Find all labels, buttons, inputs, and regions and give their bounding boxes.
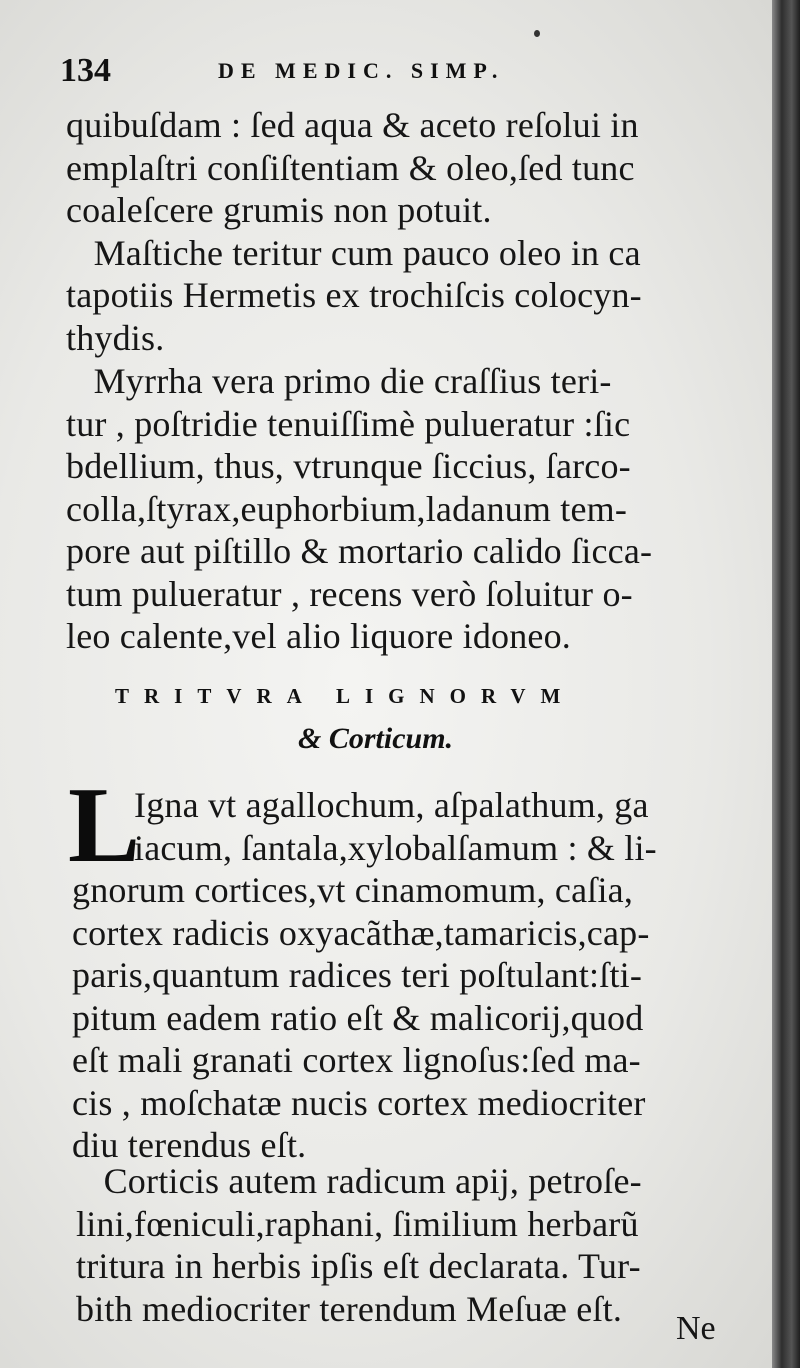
ink-speck <box>534 30 540 37</box>
paragraph-4 <box>76 1160 642 1330</box>
text-line: Igna vt agallochum, aſpalathum, ga <box>134 785 649 825</box>
paragraph-2 <box>66 360 652 658</box>
text-line: Myrrha vera primo die craſſius teri- <box>66 361 612 401</box>
text-line: pitum eadem ratio eſt & malicorij,quod <box>72 997 644 1038</box>
catchword: Ne <box>676 1310 716 1347</box>
section-heading: TRITVRA LIGNORVM <box>115 684 576 708</box>
text-line: lini,fœniculi,raphani, ſimilium herbarũ <box>76 1203 639 1244</box>
paragraph-1 <box>66 104 642 359</box>
text-line: pore aut piſtillo & mortario calido ſicca- <box>66 531 653 571</box>
text-line: tritura in herbis ipſis eſt declarata. Tur- <box>76 1246 641 1286</box>
text-line: cortex radicis oxyacãthæ,tamaricis,cap- <box>72 912 650 953</box>
text-line: leo calente,vel alio liquore idoneo. <box>66 616 572 656</box>
text-line: iacum, ſantala,xylobalſamum : & li- <box>134 827 657 868</box>
running-title: DE MEDIC. SIMP. <box>218 58 505 83</box>
text-line: quibuſdam : ſed aqua & aceto reſolui in <box>66 105 639 145</box>
text-line: colla,ſtyrax,euphorbium,ladanum tem- <box>66 488 628 529</box>
text-line: thydis. <box>66 317 165 358</box>
text-line: gnorum cortices,vt cinamomum, caſia, <box>72 870 634 910</box>
page-number: 134 <box>60 52 111 89</box>
page-header <box>60 52 620 92</box>
text-line: Corticis autem radicum apij, petroſe- <box>76 1161 642 1201</box>
paragraph-3 <box>72 784 657 1167</box>
text-line: tum pulueratur , recens verò ſoluitur o- <box>66 573 633 614</box>
book-gutter <box>772 0 800 1368</box>
text-line: coaleſcere grumis non potuit. <box>66 190 492 230</box>
section-subheading: & Corticum. <box>298 722 454 755</box>
text-line: bdellium, thus, vtrunque ſiccius, ſarco- <box>66 446 631 486</box>
text-line: diu terendus eſt. <box>72 1125 307 1165</box>
text-line: tapotiis Hermetis ex trochiſcis colocyn- <box>66 275 642 315</box>
text-line: paris,quantum radices teri poſtulant:ſti- <box>72 955 643 995</box>
drop-cap-initial: L <box>68 766 141 885</box>
text-line: tur , poſtridie tenuiſſimè pulueratur :ſic <box>66 403 631 444</box>
text-line: bith mediocriter terendum Meſuæ eſt. <box>76 1288 623 1329</box>
text-line: emplaſtri conſiſtentiam & oleo,ſed tunc <box>66 147 635 188</box>
text-line: Maſtiche teritur cum pauco oleo in ca <box>66 232 641 273</box>
text-line: cis , moſchatæ nucis cortex mediocriter <box>72 1082 646 1123</box>
text-line: eſt mali granati cortex lignoſus:ſed ma- <box>72 1040 641 1080</box>
